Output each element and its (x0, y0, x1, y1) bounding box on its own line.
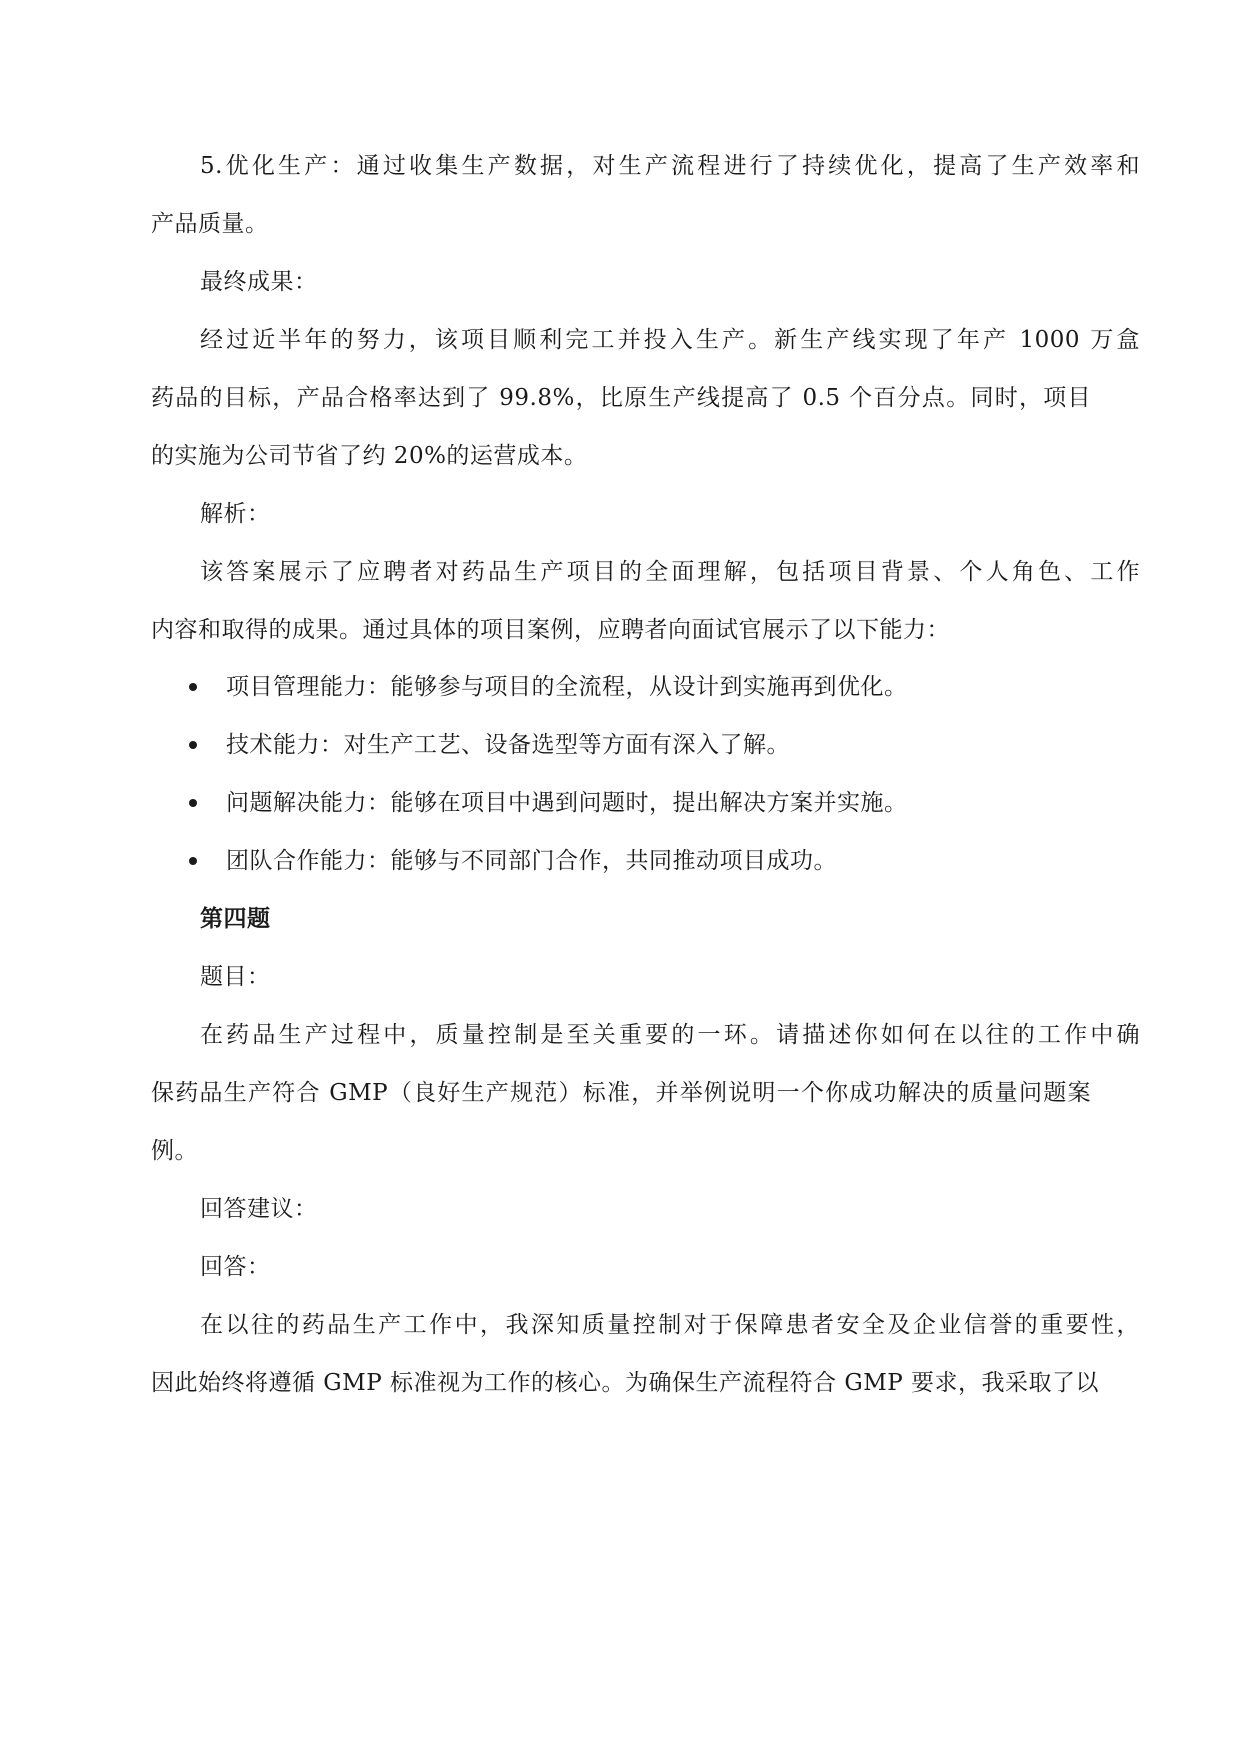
bullet-item-project-management: 项目管理能力：能够参与项目的全流程，从设计到实施再到优化。 (226, 674, 908, 700)
analysis-label: 解析： (200, 501, 271, 527)
bullet-item-teamwork: 团队合作能力：能够与不同部门合作，共同推动项目成功。 (226, 848, 837, 874)
suggestion-label: 回答建议： (200, 1196, 318, 1222)
section-heading: 第四题 (200, 905, 271, 932)
bullet-dot (189, 857, 197, 865)
paragraph-result-line-2: 药品的目标，产品合格率达到了 99.8%，比原生产线提高了 0.5 个百分点。同时，项目 (151, 385, 1091, 411)
question-label: 题目： (200, 964, 271, 990)
paragraph-result-line-1: 经过近半年的努力，该项目顺利完工并投入生产。新生产线实现了年产 1000 万盒 (200, 327, 1140, 353)
paragraph-answer-line-1: 在以往的药品生产工作中，我深知质量控制对于保障患者安全及企业信誉的重要性， (200, 1312, 1140, 1338)
paragraph-answer-line-2: 因此始终将遵循 GMP 标准视为工作的核心。为确保生产流程符合 GMP 要求，我采取了以 (151, 1370, 1100, 1396)
paragraph-result-line-3: 的实施为公司节省了约 20%的运营成本。 (151, 443, 588, 469)
paragraph-optimize-line-1: 5.优化生产：通过收集生产数据，对生产流程进行了持续优化，提高了生产效率和 (200, 153, 1140, 179)
bullet-item-problem-solving: 问题解决能力：能够在项目中遇到问题时，提出解决方案并实施。 (226, 790, 908, 816)
final-result-label: 最终成果： (200, 269, 318, 295)
bullet-dot (189, 799, 197, 807)
bullet-item-technical: 技术能力：对生产工艺、设备选型等方面有深入了解。 (226, 732, 790, 758)
paragraph-question-line-3: 例。 (151, 1138, 198, 1164)
answer-label: 回答： (200, 1254, 271, 1280)
paragraph-optimize-line-2: 产品质量。 (151, 211, 269, 237)
bullet-dot (189, 683, 197, 691)
paragraph-analysis-line-1: 该答案展示了应聘者对药品生产项目的全面理解，包括项目背景、个人角色、工作 (200, 559, 1140, 585)
paragraph-question-line-2: 保药品生产符合 GMP（良好生产规范）标准，并举例说明一个你成功解决的质量问题案 (151, 1080, 1091, 1106)
paragraph-analysis-line-2: 内容和取得的成果。通过具体的项目案例，应聘者向面试官展示了以下能力： (151, 617, 950, 643)
bullet-dot (189, 741, 197, 749)
paragraph-question-line-1: 在药品生产过程中，质量控制是至关重要的一环。请描述你如何在以往的工作中确 (200, 1022, 1140, 1048)
